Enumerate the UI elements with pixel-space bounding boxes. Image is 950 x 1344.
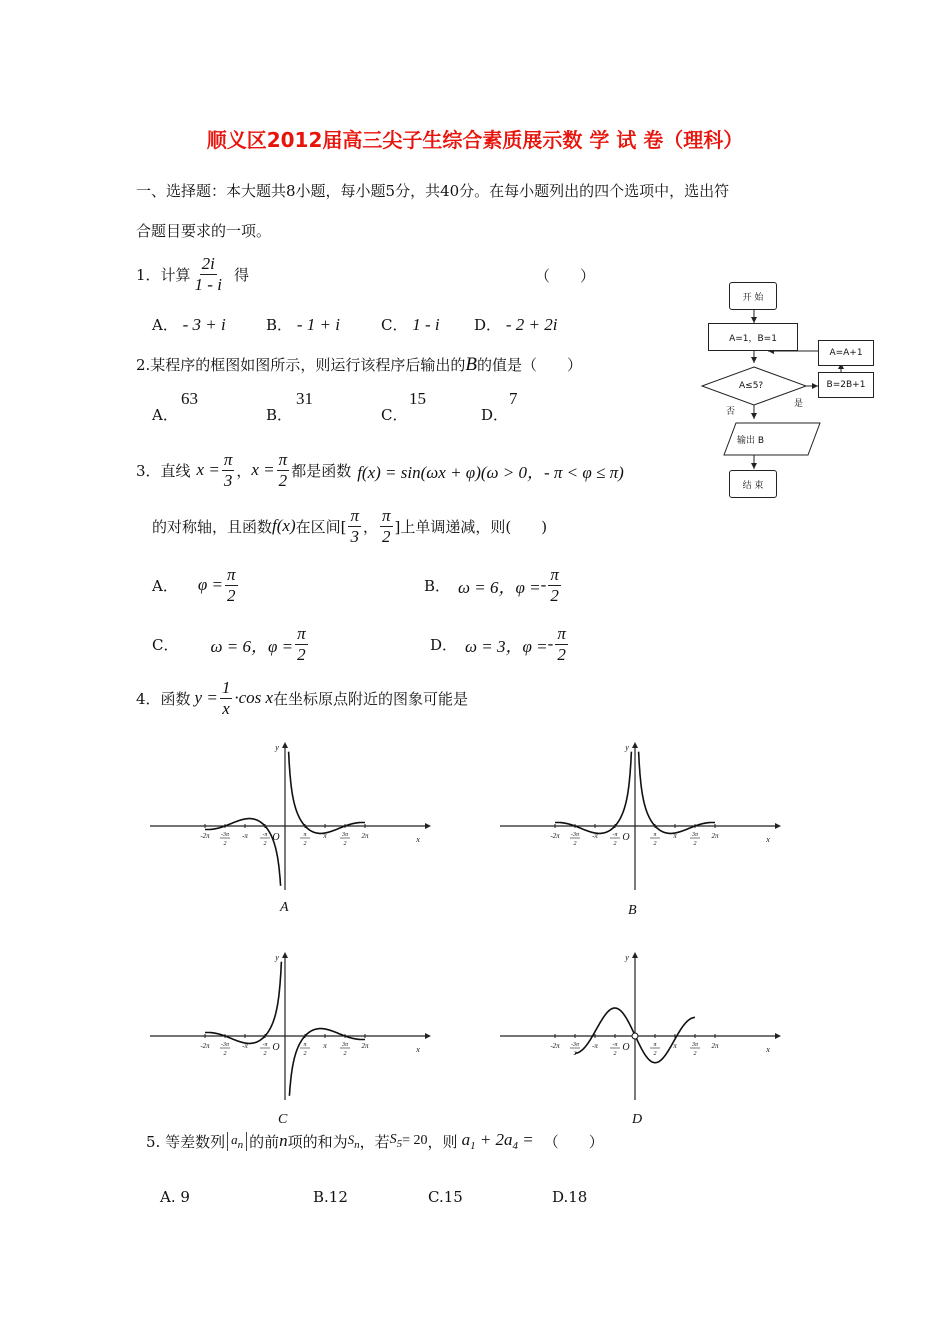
q2-option-d-label: D． bbox=[481, 406, 509, 424]
x-tick-label: π bbox=[653, 832, 657, 838]
x-axis-arrow bbox=[425, 1033, 431, 1039]
x-tick-label: 2 bbox=[693, 841, 697, 847]
x-tick-label: 3π bbox=[341, 1042, 349, 1048]
q2-option-c-value: 15 bbox=[409, 389, 426, 408]
q1-answer-paren: （ ） bbox=[535, 267, 596, 285]
x-axis-label: x bbox=[416, 835, 420, 844]
q3-option-d: D． ω = 3，φ = - $\frac{\pi}{2}$ bbox=[430, 624, 566, 664]
curve-a-right bbox=[289, 752, 365, 834]
x-tick-label: 2 bbox=[223, 841, 227, 847]
q1-option-c: C． 1 - i bbox=[381, 315, 440, 334]
x-tick-label: -3π bbox=[220, 1042, 230, 1048]
q5-option-c: C.15 bbox=[428, 1188, 463, 1206]
x-tick-label: -3π bbox=[570, 1042, 580, 1048]
x-tick-label: -π bbox=[592, 832, 598, 840]
page-title: 顺义区2012届高三尖子生综合素质展示数 学 试 卷（理科） bbox=[206, 128, 744, 152]
flowchart-no-label: 否 bbox=[726, 407, 736, 417]
graph-a bbox=[140, 740, 440, 900]
origin-label: O bbox=[622, 832, 630, 843]
q2-option-b-label: B． bbox=[266, 406, 293, 424]
graph-d-label: D bbox=[632, 1112, 643, 1127]
q2-option-a-value: 63 bbox=[181, 389, 198, 408]
flowchart-output: 输出 B bbox=[737, 436, 765, 446]
x-tick-label: 2 bbox=[343, 841, 347, 847]
q3-stem: 3．直线 x = $\frac{\pi}{3}$ ， x = $\frac{\pi}{2}$ 都是函数 f(x) = sin(ωx + φ)(ω > 0，- π < φ ≤ π) bbox=[136, 450, 624, 490]
q2-option-b-value: 31 bbox=[296, 389, 313, 408]
flowchart-update-b: B=2B+1 bbox=[818, 372, 874, 398]
graph-c bbox=[140, 950, 440, 1110]
x-tick-label: 2 bbox=[343, 1051, 347, 1057]
x-tick-label: 2 bbox=[693, 1051, 697, 1057]
graph-b bbox=[490, 740, 790, 900]
flowchart-yes-label: 是 bbox=[794, 399, 804, 409]
graph-d bbox=[490, 950, 790, 1110]
flowchart-init: A=1，B=1 bbox=[708, 323, 798, 351]
q1-num: 2i bbox=[201, 254, 215, 273]
x-tick-label: 2 bbox=[263, 841, 267, 847]
graph-b-label: B bbox=[628, 903, 637, 918]
x-tick-label: -2π bbox=[550, 1042, 560, 1050]
x-tick-label: 2 bbox=[573, 841, 577, 847]
x-tick-label: 2 bbox=[263, 1051, 267, 1057]
x-tick-label: 3π bbox=[691, 1042, 699, 1048]
q1-option-b: B． - 1 + i bbox=[266, 315, 340, 334]
y-axis-arrow bbox=[282, 952, 288, 958]
x-tick-label: 2 bbox=[573, 1051, 577, 1057]
flowchart-condition: A≤5? bbox=[739, 381, 764, 391]
curve-a-left bbox=[205, 819, 281, 886]
y-axis-label: y bbox=[625, 953, 629, 962]
curve-b-left bbox=[555, 752, 631, 834]
q5-option-d: D.18 bbox=[552, 1188, 588, 1206]
x-tick-label: 3π bbox=[341, 832, 349, 838]
q3-option-a: A． φ = $\frac{\pi}{2}$ bbox=[152, 565, 236, 605]
x-tick-label: 2π bbox=[711, 832, 719, 840]
x-tick-label: -π bbox=[262, 832, 268, 838]
section-intro-line2: 合题目要求的一项。 bbox=[136, 222, 272, 240]
x-tick-label: 2 bbox=[613, 841, 617, 847]
q4-stem: 4．函数 y = $\frac{1}{x}$ ·cos x 在坐标原点附近的图象可能是 bbox=[136, 678, 469, 718]
x-tick-label: -π bbox=[592, 1042, 598, 1050]
x-tick-label: -2π bbox=[200, 1042, 210, 1050]
q1-option-d: D． - 2 + 2i bbox=[474, 315, 558, 334]
x-tick-label: 2 bbox=[223, 1051, 227, 1057]
flowchart-start: 开 始 bbox=[729, 282, 777, 310]
x-tick-label: -3π bbox=[220, 832, 230, 838]
x-tick-label: 2 bbox=[303, 841, 307, 847]
graph-a-label: A bbox=[280, 900, 289, 915]
x-axis-label: x bbox=[766, 835, 770, 844]
q5-option-a: A. 9 bbox=[160, 1188, 190, 1206]
x-tick-label: 2 bbox=[613, 1051, 617, 1057]
x-tick-label: π bbox=[673, 1042, 677, 1050]
x-tick-label: π bbox=[323, 832, 327, 840]
q1-fraction bbox=[193, 254, 224, 294]
x-tick-label: -π bbox=[262, 1042, 268, 1048]
graph-c-label: C bbox=[278, 1112, 288, 1127]
q1-option-a: A． - 3 + i bbox=[152, 315, 226, 334]
curve-d-hole bbox=[632, 1033, 638, 1039]
q3-function: f(x) = sin(ωx + φ)(ω > 0，- π < φ ≤ π) bbox=[357, 462, 624, 482]
x-tick-label: π bbox=[673, 832, 677, 840]
y-axis-arrow bbox=[282, 742, 288, 748]
x-axis-label: x bbox=[766, 1045, 770, 1054]
x-tick-label: -2π bbox=[200, 832, 210, 840]
q2-option-d-value: 7 bbox=[509, 389, 518, 408]
x-tick-label: -2π bbox=[550, 832, 560, 840]
origin-label: O bbox=[272, 1042, 280, 1053]
q3-line2: 的对称轴，且函数 f(x) 在区间[ $\frac{\pi}{3}$ ， $\frac{\pi}{2}$ ]上单调递减，则( ) bbox=[152, 506, 548, 546]
x-axis-arrow bbox=[775, 823, 781, 829]
flowchart-end: 结 束 bbox=[729, 470, 777, 498]
origin-label: O bbox=[622, 1042, 630, 1053]
x-tick-label: 2π bbox=[361, 832, 369, 840]
q2-option-c-label: C． bbox=[381, 406, 408, 424]
section-intro-line1: 一、选择题：本大题共8小题，每小题5分，共40分。在每小题列出的四个选项中，选出符 bbox=[136, 182, 730, 200]
q1-prefix: 1．计算 bbox=[136, 265, 191, 284]
x-tick-label: 3π bbox=[691, 832, 699, 838]
q3-option-c: C． ω = 6，φ = $\frac{\pi}{2}$ bbox=[152, 624, 306, 664]
x-tick-label: -π bbox=[242, 1042, 248, 1050]
x-tick-label: 2π bbox=[711, 1042, 719, 1050]
x-tick-label: π bbox=[303, 832, 307, 838]
x-tick-label: -π bbox=[612, 832, 618, 838]
x-tick-label: 2 bbox=[303, 1051, 307, 1057]
x-tick-label: -π bbox=[242, 832, 248, 840]
q2-stem: 2.某程序的框图如图所示，则运行该程序后输出的B的值是（ ） bbox=[136, 354, 582, 375]
q3-option-b: B． ω = 6，φ = - $\frac{\pi}{2}$ bbox=[424, 565, 559, 605]
x-tick-label: -3π bbox=[570, 832, 580, 838]
q1-den: 1 - i bbox=[194, 274, 222, 294]
x-axis-arrow bbox=[775, 1033, 781, 1039]
y-axis-label: y bbox=[275, 743, 279, 752]
y-axis-label: y bbox=[275, 953, 279, 962]
q1-stem bbox=[136, 254, 249, 294]
x-axis-arrow bbox=[425, 823, 431, 829]
x-tick-label: π bbox=[303, 1042, 307, 1048]
curve-c-left bbox=[205, 962, 281, 1044]
q5-option-b: B.12 bbox=[313, 1188, 348, 1206]
q5-stem: 5. 等差数列 $a_n$ 的前 n 项的和为 $S_n$ ，若 $S_5$ = 20 ，则 $a_1 + 2a_4$ = （ ） bbox=[146, 1130, 604, 1152]
y-axis-label: y bbox=[625, 743, 629, 752]
x-tick-label: -π bbox=[612, 1042, 618, 1048]
y-axis-arrow bbox=[632, 742, 638, 748]
y-axis-arrow bbox=[632, 952, 638, 958]
curve-b-right bbox=[639, 752, 715, 834]
flowchart-update-a: A=A+1 bbox=[818, 340, 874, 366]
origin-label: O bbox=[272, 832, 280, 843]
q1-suffix: 得 bbox=[233, 265, 249, 284]
x-tick-label: 2 bbox=[653, 1051, 657, 1057]
x-axis-label: x bbox=[416, 1045, 420, 1054]
x-tick-label: π bbox=[653, 1042, 657, 1048]
x-tick-label: 2 bbox=[653, 841, 657, 847]
x-tick-label: 2π bbox=[361, 1042, 369, 1050]
x-tick-label: π bbox=[323, 1042, 327, 1050]
curve-c-right bbox=[289, 1029, 365, 1096]
q2-option-a-label: A． bbox=[152, 406, 178, 424]
